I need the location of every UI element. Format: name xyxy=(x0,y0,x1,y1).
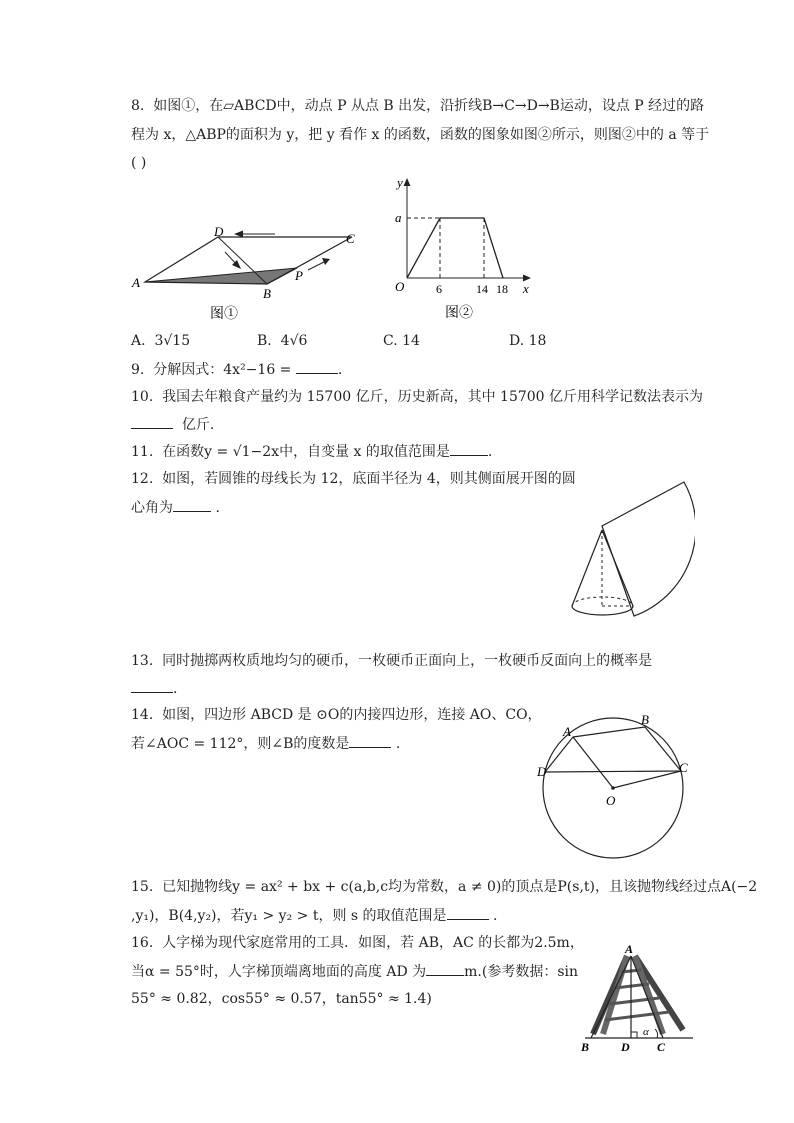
right-angle-mark xyxy=(631,1032,637,1038)
option-b-letter: B. xyxy=(257,333,272,349)
ladder-front-left-leg xyxy=(603,956,627,1034)
q16-text-1: 人字梯为现代家庭常用的工具．如图，若 AB，AC 的长都为2.5m， xyxy=(162,935,584,951)
q15-text-2: ,y₁)，B(4,y₂)，若y₁ > y₂ > t，则 s 的取值范围是 xyxy=(131,908,447,924)
q16-text-2-end: m.(参考数据：sin xyxy=(464,964,579,980)
q10-answer-blank xyxy=(131,414,173,429)
q8-number: 8. xyxy=(131,98,145,114)
label-a: A xyxy=(625,942,634,956)
q15-answer-blank xyxy=(447,905,489,920)
q12-number: 12. xyxy=(131,471,154,487)
q12-text-1: 如图，若圆锥的母线长为 12，底面半径为 4，则其侧面展开图的圆 xyxy=(162,471,576,487)
option-d-letter: D. xyxy=(509,333,525,349)
q12-end: . xyxy=(215,500,220,516)
a-label: a xyxy=(395,210,402,225)
segment-co xyxy=(613,771,681,788)
label-b: B xyxy=(641,712,649,727)
q10-line2 xyxy=(131,414,214,435)
label-c: C xyxy=(657,1040,666,1054)
q15-line2 xyxy=(131,905,497,926)
arrowhead-bc xyxy=(322,258,330,265)
q14-end: . xyxy=(395,736,401,752)
q8-figure-2 xyxy=(385,170,545,325)
q10-end: 亿斤. xyxy=(181,417,215,433)
label-p: P xyxy=(295,268,303,283)
q10-number: 10. xyxy=(131,389,154,405)
q9-line xyxy=(131,359,342,380)
q10-text-1: 我国去年粮食产量约为 15700 亿斤，历史新高，其中 15700 亿斤用科学记数法表示为 xyxy=(162,389,704,405)
label-b: B xyxy=(263,286,271,301)
option-c-text: 14 xyxy=(402,333,420,349)
label-a: A xyxy=(132,275,140,290)
alpha-arc xyxy=(655,1029,658,1038)
q13-end: . xyxy=(173,681,178,697)
q14-text-2: 若∠AOC = 112°，则∠B的度数是 xyxy=(131,736,350,752)
q9-number: 9. xyxy=(131,362,145,378)
q16-line1 xyxy=(131,933,584,953)
q9-answer-blank xyxy=(296,359,338,374)
q13-line1 xyxy=(131,651,652,671)
q13-answer-blank xyxy=(131,678,173,693)
option-b-text: 4√6 xyxy=(280,333,308,349)
q11-end: . xyxy=(487,444,493,460)
q12-text-2: 心角为 xyxy=(131,500,173,516)
q11-number: 11. xyxy=(131,444,154,460)
label-d: D xyxy=(537,764,547,779)
arrow-bc xyxy=(308,261,326,270)
option-a-letter: A. xyxy=(131,333,146,349)
q14-number: 14. xyxy=(131,707,154,723)
origin-label: O xyxy=(395,279,405,294)
q14-answer-blank xyxy=(349,733,391,748)
label-c: C xyxy=(346,231,355,246)
q16-line2 xyxy=(131,961,578,982)
x-axis-label: x xyxy=(523,281,529,296)
q16-answer-blank xyxy=(426,961,464,976)
option-a-text: 3√15 xyxy=(154,333,191,349)
q16-text-2: 当α = 55°时，人字梯顶端离地面的高度 AD 为 xyxy=(131,964,427,980)
sector-development xyxy=(602,482,695,616)
label-alpha: α xyxy=(643,1026,649,1038)
y-axis-arrow xyxy=(404,178,411,186)
cone-base-front xyxy=(572,606,633,615)
q16-line3: 55° ≈ 0.82，cos55° ≈ 0.57，tan55° ≈ 1.4) xyxy=(131,991,432,1007)
figure-2-caption: 图② xyxy=(445,306,473,321)
q8-option-a xyxy=(131,331,190,351)
label-d: D xyxy=(621,1040,630,1054)
q9-end: . xyxy=(337,362,343,378)
q11-line xyxy=(131,441,492,462)
q11-text: 在函数y = √1−2x中，自变量 x 的取值范围是 xyxy=(162,444,450,460)
label-c: C xyxy=(679,760,688,775)
q14-text-1: 如图，四边形 ABCD 是 ⊙O的内接四边形，连接 AO、CO， xyxy=(162,707,542,723)
q14-line2 xyxy=(131,733,400,754)
q8-line3: ( ) xyxy=(131,155,147,171)
option-d-text: 18 xyxy=(528,333,547,349)
q15-line1 xyxy=(131,877,757,897)
q14-circle-figure xyxy=(533,705,703,865)
y-axis-label: y xyxy=(397,175,403,190)
label-o: O xyxy=(606,793,616,808)
q8-option-c xyxy=(383,331,420,351)
q12-answer-blank xyxy=(173,497,211,512)
segment-ab xyxy=(591,956,631,1038)
q8-figure-1 xyxy=(130,222,370,332)
q8-option-d xyxy=(509,331,546,351)
q12-cone-figure xyxy=(560,478,695,628)
segment-ao xyxy=(573,737,613,788)
q12-line1 xyxy=(131,469,576,489)
x-tick-18: 18 xyxy=(496,282,508,296)
q15-end: . xyxy=(493,908,498,924)
q11-answer-blank xyxy=(450,441,488,456)
q13-number: 13. xyxy=(131,653,154,669)
q10-line1 xyxy=(131,387,703,407)
cone-left-edge xyxy=(572,530,602,606)
q15-text-1: 已知抛物线y = ax² + bx + c(a,b,c均为常数，a ≠ 0)的顶点是P(s,t)，且该抛物线经过点A(−2 xyxy=(162,879,758,895)
q12-line2 xyxy=(131,497,220,518)
q16-ladder-figure xyxy=(575,942,700,1057)
q13-line2 xyxy=(131,678,177,699)
q8-line1 xyxy=(131,96,704,116)
q8-option-b xyxy=(257,331,307,351)
label-d: D xyxy=(214,224,224,239)
q8-line2: 程为 x，△ABP的面积为 y，把 y 看作 x 的函数，函数的图象如图②所示，则图②中的 a 等于 xyxy=(131,127,710,143)
cone-right-edge xyxy=(602,530,633,606)
q13-text: 同时抛掷两枚质地均匀的硬币，一枚硬币正面向上，一枚硬币反面向上的概率是 xyxy=(162,653,653,669)
center-point xyxy=(611,786,615,790)
x-tick-14: 14 xyxy=(476,282,488,296)
q15-number: 15. xyxy=(131,879,154,895)
label-a: A xyxy=(563,724,571,739)
q8-text-1: 如图①，在▱ABCD中，动点 P 从点 B 出发，沿折线B→C→D→B运动，设点 P 经过的路 xyxy=(153,98,705,114)
function-graph xyxy=(407,218,503,278)
figure-1-caption: 图① xyxy=(210,307,238,322)
q14-line1 xyxy=(131,705,542,725)
q16-number: 16. xyxy=(131,935,154,951)
q9-text: 分解因式：4x²−16 = xyxy=(153,362,296,378)
x-tick-6: 6 xyxy=(436,282,442,296)
option-c-letter: C. xyxy=(383,333,398,349)
label-b: B xyxy=(581,1040,590,1054)
